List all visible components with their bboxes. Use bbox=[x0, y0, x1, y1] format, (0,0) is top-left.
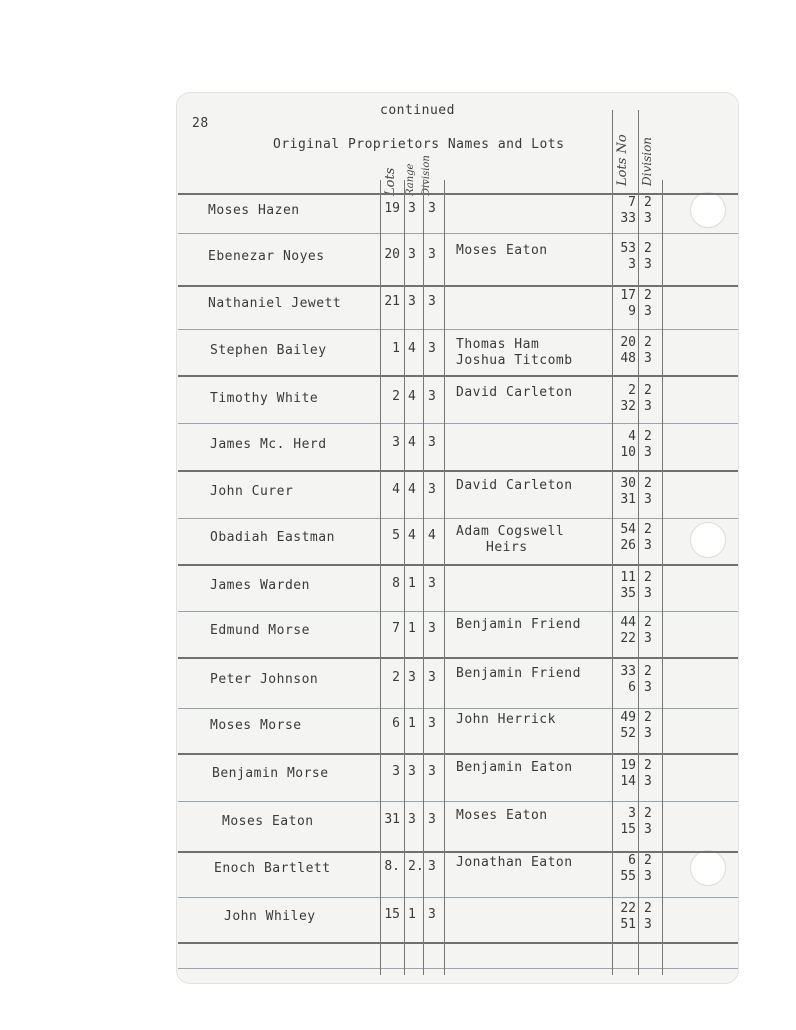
division-number: 3 bbox=[428, 294, 436, 309]
division-b: 3 bbox=[644, 257, 652, 272]
lot-no-a: 7 bbox=[628, 195, 636, 210]
lot-number: 6 bbox=[392, 716, 400, 731]
division-number: 3 bbox=[428, 247, 436, 262]
other-proprietor: Benjamin Friend bbox=[456, 666, 581, 681]
range-number: 3 bbox=[408, 812, 416, 827]
punch-hole bbox=[690, 192, 726, 228]
lot-no-a: 20 bbox=[620, 335, 636, 350]
proprietor-name: Obadiah Eastman bbox=[210, 530, 335, 545]
other-proprietor-line2: Heirs bbox=[486, 540, 528, 555]
column-divider bbox=[423, 180, 424, 975]
proprietor-name: Moses Eaton bbox=[222, 814, 314, 829]
range-number: 1 bbox=[408, 907, 416, 922]
lot-number: 1 bbox=[392, 341, 400, 356]
lot-no-a: 19 bbox=[620, 758, 636, 773]
division-a: 2 bbox=[644, 570, 652, 585]
division-a: 2 bbox=[644, 429, 652, 444]
row-divider bbox=[178, 801, 738, 802]
division-a: 2 bbox=[644, 335, 652, 350]
column-divider bbox=[404, 180, 405, 975]
other-proprietor: Moses Eaton bbox=[456, 808, 548, 823]
other-proprietor: David Carleton bbox=[456, 478, 573, 493]
range-number: 3 bbox=[408, 294, 416, 309]
lot-no-b: 32 bbox=[620, 399, 636, 414]
division-b: 3 bbox=[644, 822, 652, 837]
row-divider bbox=[178, 518, 738, 519]
lot-number: 2 bbox=[392, 389, 400, 404]
col-header-lots-no: Lots No bbox=[615, 134, 630, 186]
lot-no-a: 11 bbox=[620, 570, 636, 585]
lot-no-b: 15 bbox=[620, 822, 636, 837]
lot-no-b: 51 bbox=[620, 917, 636, 932]
division-number: 4 bbox=[428, 528, 436, 543]
division-b: 3 bbox=[644, 631, 652, 646]
range-number: 3 bbox=[408, 201, 416, 216]
other-proprietor: Thomas Ham bbox=[456, 337, 540, 352]
division-b: 3 bbox=[644, 492, 652, 507]
lot-no-b: 9 bbox=[628, 304, 636, 319]
lot-number: 7 bbox=[392, 621, 400, 636]
other-proprietor: Jonathan Eaton bbox=[456, 855, 573, 870]
column-divider bbox=[662, 180, 663, 975]
proprietor-name: James Mc. Herd bbox=[210, 437, 327, 452]
row-divider bbox=[178, 657, 738, 659]
lot-no-b: 55 bbox=[620, 869, 636, 884]
lot-no-b: 6 bbox=[628, 680, 636, 695]
lot-no-a: 6 bbox=[628, 853, 636, 868]
proprietor-name: Moses Hazen bbox=[208, 203, 300, 218]
range-number: 4 bbox=[408, 435, 416, 450]
column-divider bbox=[638, 110, 639, 975]
lot-no-a: 17 bbox=[620, 288, 636, 303]
row-divider bbox=[178, 564, 738, 566]
lot-no-a: 53 bbox=[620, 241, 636, 256]
proprietor-name: Benjamin Morse bbox=[212, 766, 329, 781]
division-a: 2 bbox=[644, 522, 652, 537]
lot-no-a: 33 bbox=[620, 664, 636, 679]
division-a: 2 bbox=[644, 901, 652, 916]
lot-no-b: 33 bbox=[620, 211, 636, 226]
division-number: 3 bbox=[428, 812, 436, 827]
lot-number: 21 bbox=[384, 294, 400, 309]
division-b: 3 bbox=[644, 445, 652, 460]
proprietor-name: Ebenezar Noyes bbox=[208, 249, 325, 264]
range-number: 3 bbox=[408, 764, 416, 779]
lot-no-a: 30 bbox=[620, 476, 636, 491]
range-number: 4 bbox=[408, 341, 416, 356]
division-number: 3 bbox=[428, 435, 436, 450]
division-a: 2 bbox=[644, 476, 652, 491]
row-divider bbox=[178, 423, 738, 424]
lot-no-a: 22 bbox=[620, 901, 636, 916]
lot-number: 8. bbox=[384, 859, 400, 874]
lot-number: 5 bbox=[392, 528, 400, 543]
lot-no-b: 48 bbox=[620, 351, 636, 366]
division-b: 3 bbox=[644, 680, 652, 695]
column-divider bbox=[612, 110, 613, 975]
division-number: 3 bbox=[428, 482, 436, 497]
division-a: 2 bbox=[644, 383, 652, 398]
lot-no-a: 4 bbox=[628, 429, 636, 444]
lot-number: 3 bbox=[392, 764, 400, 779]
row-divider bbox=[178, 233, 738, 234]
other-proprietor: David Carleton bbox=[456, 385, 573, 400]
range-number: 1 bbox=[408, 576, 416, 591]
row-divider bbox=[178, 851, 738, 853]
other-proprietor: Benjamin Eaton bbox=[456, 760, 573, 775]
division-b: 3 bbox=[644, 211, 652, 226]
division-a: 2 bbox=[644, 710, 652, 725]
lot-no-b: 10 bbox=[620, 445, 636, 460]
range-number: 1 bbox=[408, 621, 416, 636]
row-divider bbox=[178, 942, 738, 944]
lot-number: 2 bbox=[392, 670, 400, 685]
row-divider bbox=[178, 611, 738, 612]
row-divider bbox=[178, 968, 738, 969]
division-a: 2 bbox=[644, 806, 652, 821]
lot-no-a: 49 bbox=[620, 710, 636, 725]
range-number: 4 bbox=[408, 482, 416, 497]
division-b: 3 bbox=[644, 538, 652, 553]
division-a: 2 bbox=[644, 241, 652, 256]
lot-number: 4 bbox=[392, 482, 400, 497]
division-number: 3 bbox=[428, 670, 436, 685]
division-number: 3 bbox=[428, 201, 436, 216]
range-number: 3 bbox=[408, 247, 416, 262]
division-b: 3 bbox=[644, 726, 652, 741]
col-header-lots: Lots bbox=[383, 167, 398, 196]
row-divider bbox=[178, 285, 738, 287]
proprietor-name: Moses Morse bbox=[210, 718, 302, 733]
proprietor-name: Timothy White bbox=[210, 391, 319, 406]
lot-number: 15 bbox=[384, 907, 400, 922]
lot-no-b: 22 bbox=[620, 631, 636, 646]
division-b: 3 bbox=[644, 304, 652, 319]
other-proprietor: John Herrick bbox=[456, 712, 556, 727]
division-a: 2 bbox=[644, 758, 652, 773]
division-a: 2 bbox=[644, 664, 652, 679]
proprietor-name: Enoch Bartlett bbox=[214, 861, 331, 876]
division-b: 3 bbox=[644, 917, 652, 932]
division-number: 3 bbox=[428, 576, 436, 591]
division-a: 2 bbox=[644, 288, 652, 303]
division-number: 3 bbox=[428, 764, 436, 779]
proprietor-name: John Whiley bbox=[224, 909, 316, 924]
col-header-range: Range bbox=[405, 163, 416, 196]
lot-no-a: 54 bbox=[620, 522, 636, 537]
lot-no-b: 35 bbox=[620, 586, 636, 601]
division-number: 3 bbox=[428, 621, 436, 636]
lot-no-a: 44 bbox=[620, 615, 636, 630]
other-proprietor: Moses Eaton bbox=[456, 243, 548, 258]
division-b: 3 bbox=[644, 586, 652, 601]
lot-no-b: 26 bbox=[620, 538, 636, 553]
other-proprietor: Benjamin Friend bbox=[456, 617, 581, 632]
continued-label: continued bbox=[380, 103, 455, 118]
division-b: 3 bbox=[644, 399, 652, 414]
division-b: 3 bbox=[644, 869, 652, 884]
lot-number: 3 bbox=[392, 435, 400, 450]
row-divider bbox=[178, 470, 738, 472]
proprietor-name: John Curer bbox=[210, 484, 294, 499]
col-header-division-right: Division bbox=[640, 136, 654, 186]
lot-no-b: 52 bbox=[620, 726, 636, 741]
lot-no-a: 3 bbox=[628, 806, 636, 821]
division-b: 3 bbox=[644, 774, 652, 789]
division-number: 3 bbox=[428, 341, 436, 356]
proprietor-name: Stephen Bailey bbox=[210, 343, 327, 358]
column-divider bbox=[444, 180, 445, 975]
proprietor-name: Edmund Morse bbox=[210, 623, 310, 638]
row-divider bbox=[178, 708, 738, 709]
other-proprietor: Adam Cogswell bbox=[456, 524, 565, 539]
row-divider bbox=[178, 897, 738, 898]
punch-hole bbox=[690, 850, 726, 886]
division-number: 3 bbox=[428, 907, 436, 922]
page-title: Original Proprietors Names and Lots bbox=[273, 137, 565, 152]
division-number: 3 bbox=[428, 716, 436, 731]
lot-no-b: 14 bbox=[620, 774, 636, 789]
range-number: 1 bbox=[408, 716, 416, 731]
proprietor-name: Peter Johnson bbox=[210, 672, 319, 687]
range-number: 4 bbox=[408, 389, 416, 404]
page-number: 28 bbox=[192, 116, 209, 131]
lot-no-b: 31 bbox=[620, 492, 636, 507]
division-a: 2 bbox=[644, 853, 652, 868]
division-b: 3 bbox=[644, 351, 652, 366]
proprietor-name: Nathaniel Jewett bbox=[208, 296, 342, 311]
range-number: 2. bbox=[408, 859, 424, 874]
row-divider bbox=[178, 375, 738, 377]
row-divider bbox=[178, 193, 738, 195]
lot-no-b: 3 bbox=[628, 257, 636, 272]
row-divider bbox=[178, 753, 738, 755]
proprietor-name: James Warden bbox=[210, 578, 310, 593]
lot-number: 31 bbox=[384, 812, 400, 827]
col-header-division: Division bbox=[421, 155, 432, 196]
row-divider bbox=[178, 329, 738, 330]
division-number: 3 bbox=[428, 389, 436, 404]
division-a: 2 bbox=[644, 615, 652, 630]
lot-number: 19 bbox=[384, 201, 400, 216]
lot-number: 8 bbox=[392, 576, 400, 591]
other-proprietor-line2: Joshua Titcomb bbox=[456, 353, 573, 368]
range-number: 3 bbox=[408, 670, 416, 685]
division-number: 3 bbox=[428, 859, 436, 874]
lot-no-a: 2 bbox=[628, 383, 636, 398]
range-number: 4 bbox=[408, 528, 416, 543]
division-a: 2 bbox=[644, 195, 652, 210]
punch-hole bbox=[690, 522, 726, 558]
lot-number: 20 bbox=[384, 247, 400, 262]
